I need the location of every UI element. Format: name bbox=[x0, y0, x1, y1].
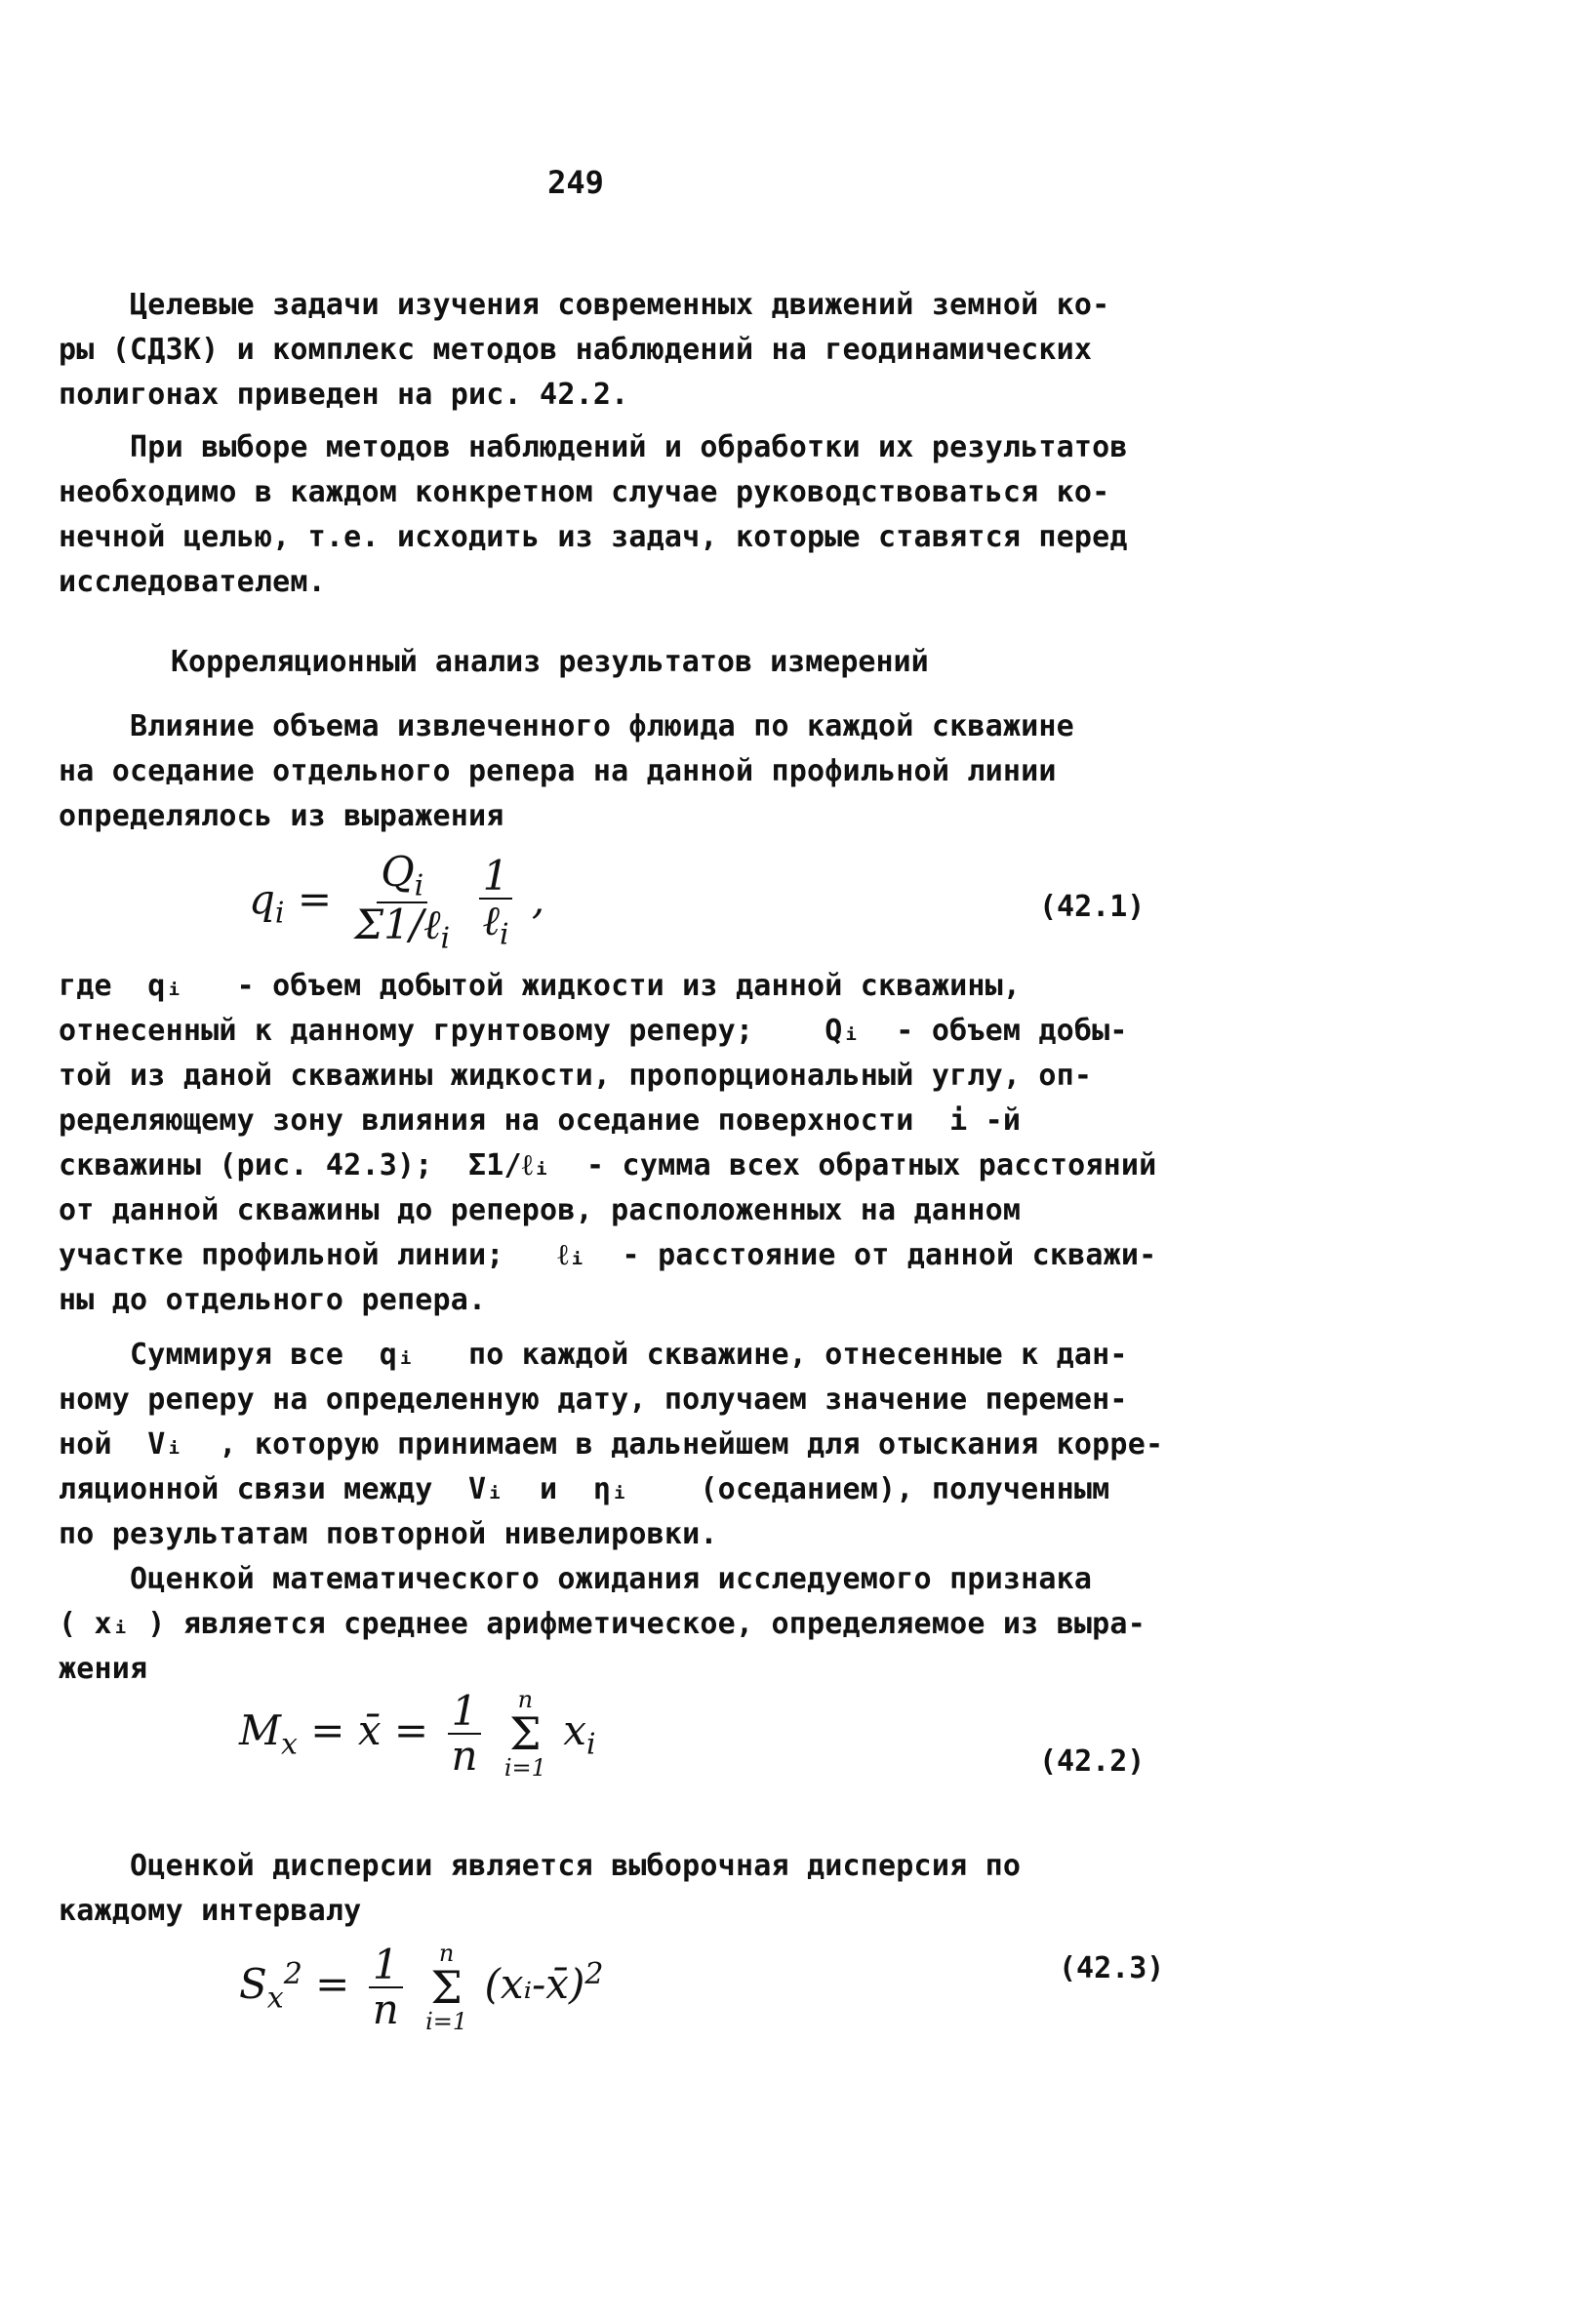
eq1-lhs-sub: i bbox=[274, 896, 285, 931]
eq3-frac: $\frac{1}{n}$ bbox=[369, 1943, 403, 2031]
paragraph-summation: Суммируя все qᵢ по каждой скважине, отнесенные к дан- ному реперу на определенную дату, получаем значение перемен- ной Vᵢ , которую принимаем в дальнейшем для отыскания корре- ляционной связи между Vᵢ и ηᵢ (оседанием), полученным по результатам повторной нивелировки. bbox=[59, 1338, 1164, 1551]
eq1-den1: Σ1/ℓ bbox=[354, 900, 441, 948]
equation-number-42-3: (42.3) bbox=[1059, 1951, 1165, 1985]
paragraph-influence: Влияние объема извлеченного флюида по каждой скважине на оседание отдельного репера на данной профильной линии определялось из выражения bbox=[59, 709, 1074, 833]
eq2-term: x bbox=[563, 1706, 586, 1754]
eq1-frac-2: $\frac{1}{\ell_i}$ bbox=[478, 855, 512, 950]
paragraph-definitions: где qᵢ - объем добытой жидкости из данной скважины, отнесенный к данному грунтовому реперу; Qᵢ - объем добы- той из даной скважины жидкости, пропорциональный углу, оп- ределяющему зону влияния на оседание поверхности i -й скважины (рис. 42.3); Σ1/ℓᵢ - сумма всех обратных расстояний от данной скважины до реперов, расположенных на данном участке профильной линии; ℓᵢ - расстояние от данной скважи- ны до отдельного репера. bbox=[59, 969, 1157, 1317]
paragraph-expectation: Оценкой математического ожидания исследуемого признака ( xᵢ ) является среднее арифметическое, определяемое из выра- жения bbox=[59, 1562, 1146, 1686]
paragraph-variance: Оценкой дисперсии является выборочная дисперсия по каждому интервалу bbox=[59, 1849, 1022, 1928]
eq2-mean: x̄ bbox=[357, 1706, 382, 1754]
eq3-lhs: S bbox=[239, 1960, 267, 2008]
eq2-sum: n Σ i=1 bbox=[503, 1686, 546, 1782]
eq1-lhs: q bbox=[249, 874, 275, 923]
section-heading: Корреляционный анализ результатов измерений bbox=[171, 645, 929, 679]
equation-number-42-2: (42.2) bbox=[1039, 1744, 1146, 1779]
eq1-trail: , bbox=[531, 874, 545, 923]
eq1-num1: Q bbox=[381, 848, 415, 896]
eq1-frac-1: $\frac{Q_i}{\Sigma 1/\ell_i}$ bbox=[354, 848, 451, 956]
eq3-term: (xᵢ-x̄) bbox=[484, 1960, 585, 2008]
eq1-den2: ℓ bbox=[482, 897, 500, 944]
eq2-lhs: M bbox=[239, 1706, 282, 1754]
eq3-sum: n Σ i=1 bbox=[425, 1940, 468, 2035]
eq1-num2: 1 bbox=[479, 855, 513, 900]
equation-42-2: $M_x$ = x̄ = $\frac{1}{n}$ n Σ i=1 $x_i$ bbox=[239, 1686, 596, 1782]
paragraph-methods: При выборе методов наблюдений и обработки их результатов необходимо в каждом конкретном случае руководствоваться ко- нечной целью, т.е. исходить из задач, которые ставятся перед исследователем. bbox=[59, 430, 1128, 599]
paragraph-intro: Целевые задачи изучения современных движений земной ко- ры (СДЗК) и комплекс методов наблюдений на геодинамических полигонах приведен на рис. 42.2. bbox=[59, 288, 1110, 412]
eq2-frac: $\frac{1}{n}$ bbox=[447, 1690, 481, 1778]
page-number: 249 bbox=[547, 164, 604, 201]
equation-42-3: $S_x^2$ = $\frac{1}{n}$ n Σ i=1 (xᵢ-x̄)$^2$ bbox=[239, 1940, 604, 2035]
equation-number-42-1: (42.1) bbox=[1039, 890, 1146, 924]
equation-42-1: $q_i$ = $\frac{Q_i}{\Sigma 1/\ell_i}$ $\frac{1}{\ell_i}$ , bbox=[249, 848, 545, 956]
